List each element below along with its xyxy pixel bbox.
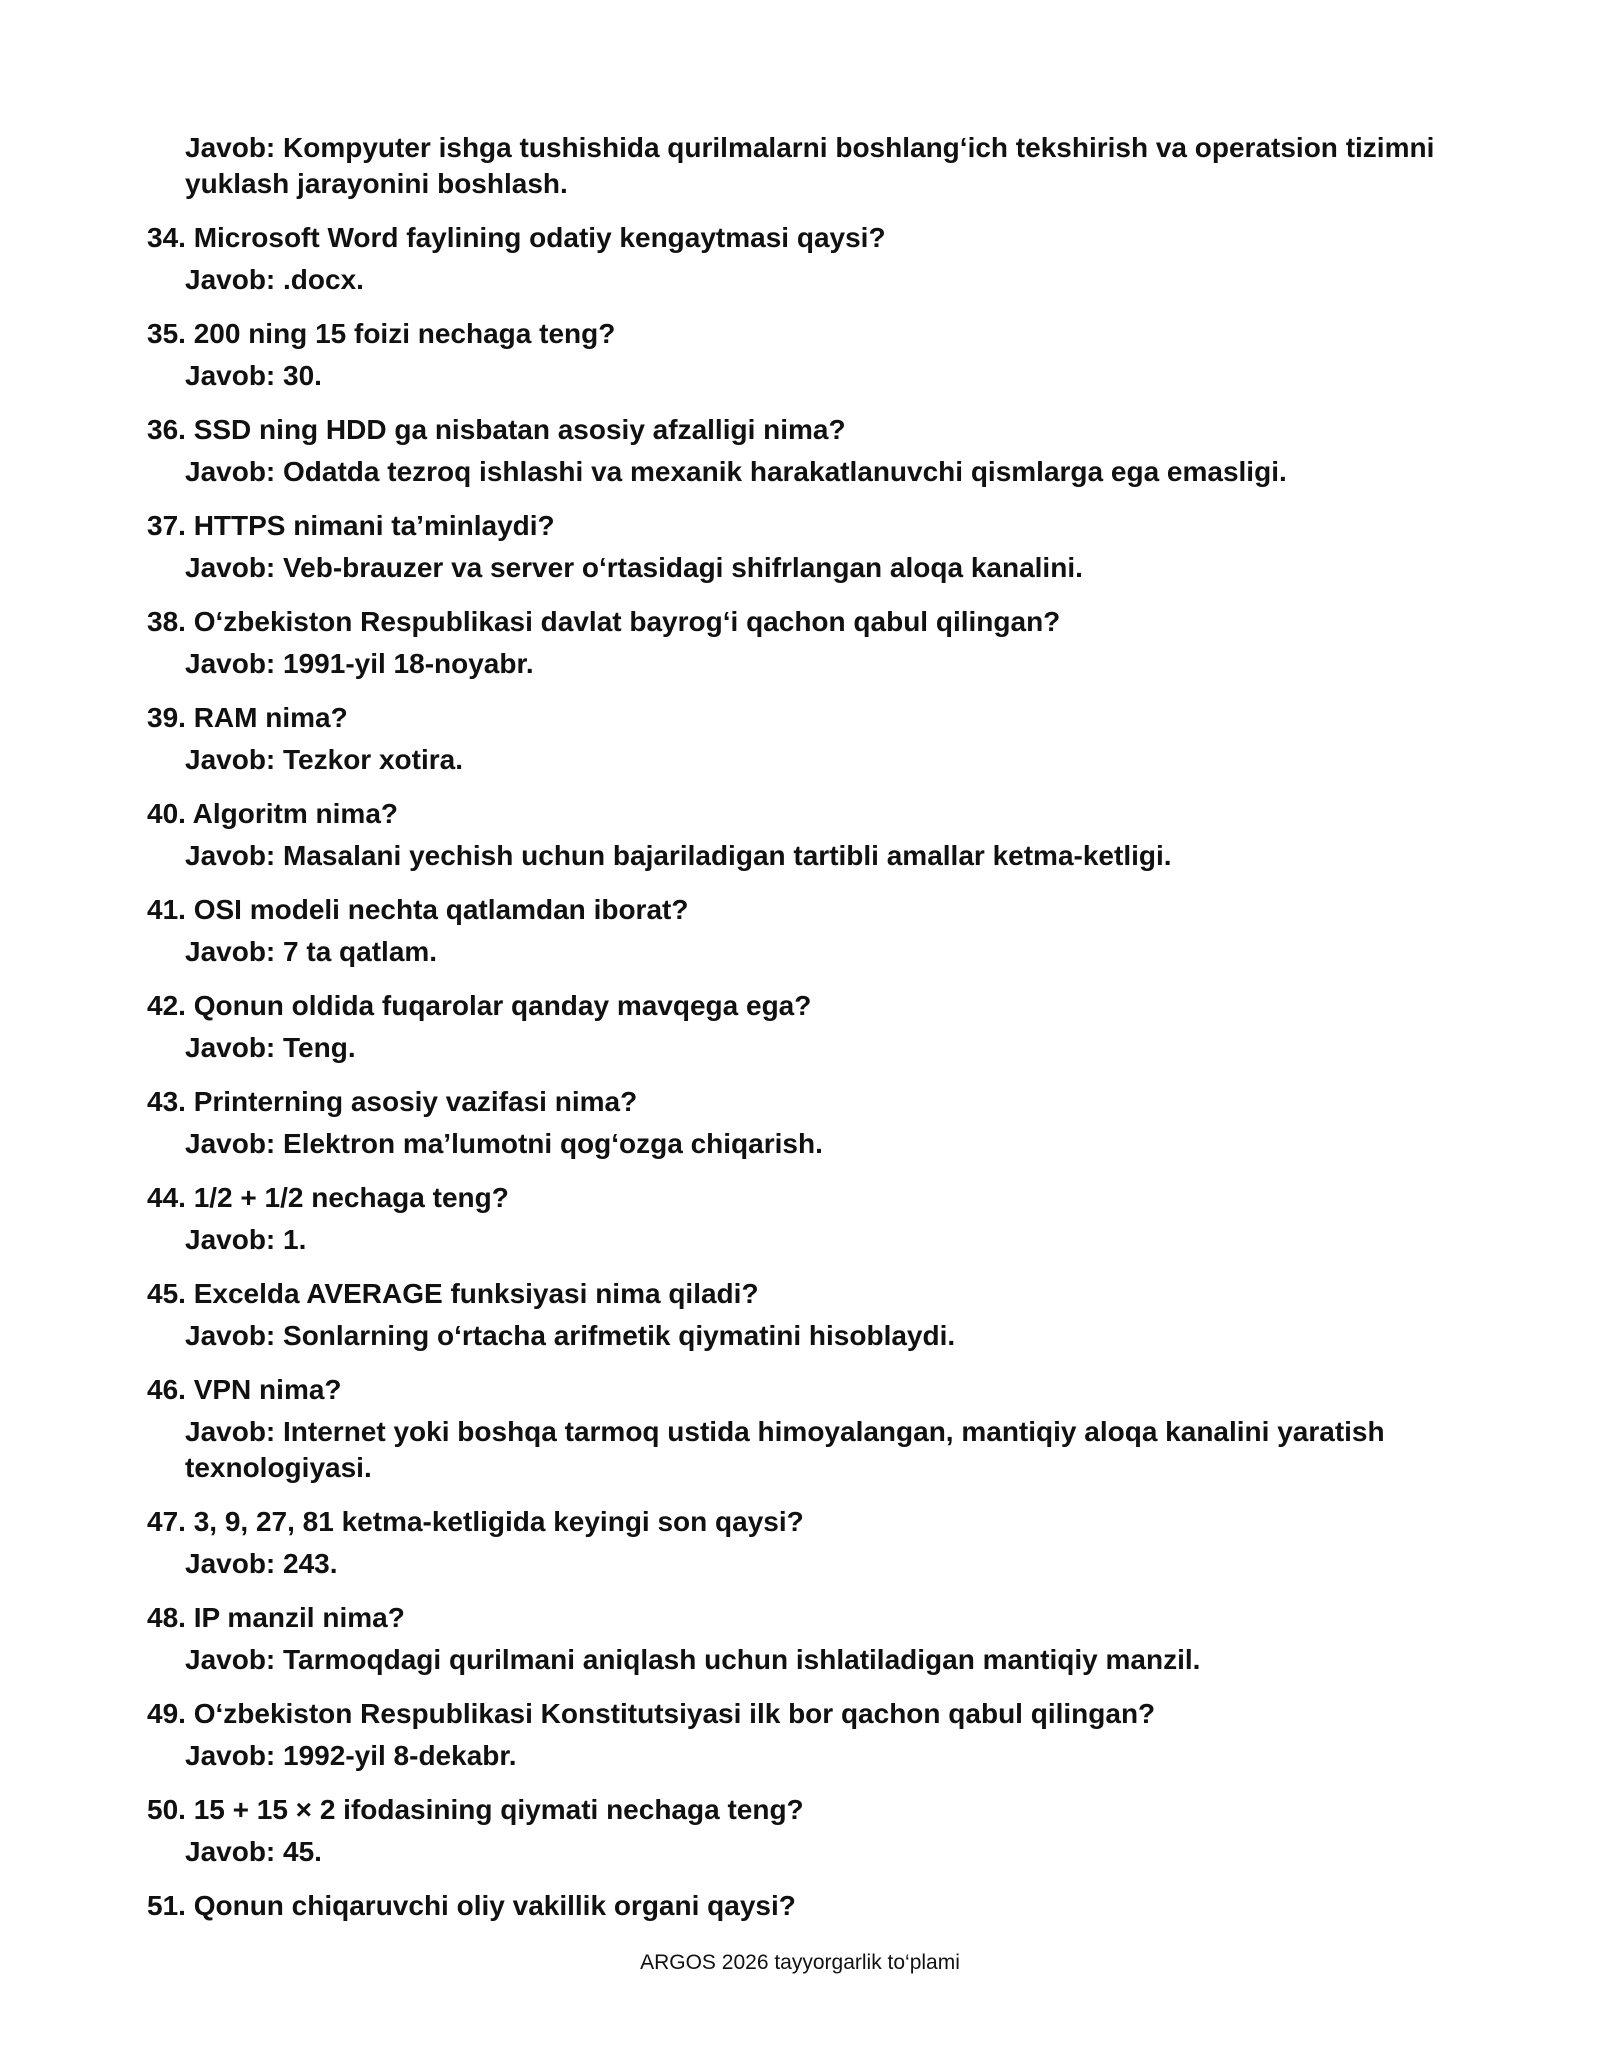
qa-item xyxy=(147,1504,1437,1582)
qa-item xyxy=(147,1792,1437,1870)
answer-text: Javob: Teng. xyxy=(185,1032,356,1063)
qa-item xyxy=(147,988,1437,1066)
qa-item xyxy=(147,796,1437,874)
question-text: 36. SSD ning HDD ga nisbatan asosiy afzalligi nima? xyxy=(147,414,846,445)
answer-text: Javob: 7 ta qatlam. xyxy=(185,936,438,967)
question-text: 37. HTTPS nimani ta’minlaydi? xyxy=(147,510,555,541)
qa-item xyxy=(147,220,1437,298)
answer-text: Javob: 1. xyxy=(185,1224,307,1255)
lead-answer: Javob: Kompyuter ishga tushishida qurilmalarni boshlang‘ich tekshirish va operatsion tizimni yuklash jarayonini boshlash. xyxy=(185,132,1435,199)
question-text: 43. Printerning asosiy vazifasi nima? xyxy=(147,1086,638,1117)
question-text: 46. VPN nima? xyxy=(147,1374,342,1405)
question-text: 41. OSI modeli nechta qatlamdan iborat? xyxy=(147,894,689,925)
question-text: 50. 15 + 15 × 2 ifodasining qiymati nechaga teng? xyxy=(147,1794,804,1825)
qa-item xyxy=(147,1696,1437,1774)
question-text: 40. Algoritm nima? xyxy=(147,798,399,829)
qa-item xyxy=(147,1180,1437,1258)
question-text: 51. Qonun chiqaruvchi oliy vakillik organi qaysi? xyxy=(147,1890,796,1921)
answer-text: Javob: 1991-yil 18-noyabr. xyxy=(185,648,534,679)
answer-text: Javob: Internet yoki boshqa tarmoq ustida himoyalangan, mantiqiy aloqa kanalini yaratish texnologiyasi. xyxy=(185,1416,1385,1483)
answer-text: Javob: Elektron ma’lumotni qog‘ozga chiqarish. xyxy=(185,1128,823,1159)
question-text: 45. Excelda AVERAGE funksiyasi nima qiladi? xyxy=(147,1278,759,1309)
qa-item xyxy=(147,1372,1437,1486)
answer-text: Javob: 243. xyxy=(185,1548,338,1579)
answer-text: Javob: .docx. xyxy=(185,264,364,295)
qa-item xyxy=(147,604,1437,682)
question-text: 35. 200 ning 15 foizi nechaga teng? xyxy=(147,318,616,349)
question-text: 44. 1/2 + 1/2 nechaga teng? xyxy=(147,1182,509,1213)
qa-item xyxy=(147,1600,1437,1678)
answer-text: Javob: Odatda tezroq ishlashi va mexanik harakatlanuvchi qismlarga ega emasligi. xyxy=(185,456,1287,487)
qa-item xyxy=(147,700,1437,778)
answer-text: Javob: Veb-brauzer va server o‘rtasidagi shifrlangan aloqa kanalini. xyxy=(185,552,1083,583)
answer-text: Javob: Masalani yechish uchun bajariladigan tartibli amallar ketma-ketligi. xyxy=(185,840,1172,871)
qa-item xyxy=(147,1276,1437,1354)
qa-item xyxy=(147,508,1437,586)
question-text: 47. 3, 9, 27, 81 ketma-ketligida keyingi son qaysi? xyxy=(147,1506,804,1537)
answer-text: Javob: Tarmoqdagi qurilmani aniqlash uchun ishlatiladigan mantiqiy manzil. xyxy=(185,1644,1201,1675)
qa-item xyxy=(147,316,1437,394)
qa-item xyxy=(147,412,1437,490)
answer-text: Javob: Sonlarning o‘rtacha arifmetik qiymatini hisoblaydi. xyxy=(185,1320,956,1351)
answer-text: Javob: 30. xyxy=(185,360,322,391)
qa-item xyxy=(147,1888,1437,1924)
answer-text: Javob: 1992-yil 8-dekabr. xyxy=(185,1740,517,1771)
page-footer: ARGOS 2026 tayyorgarlik to‘plami xyxy=(640,1951,960,1974)
qa-list xyxy=(147,130,1437,1942)
question-text: 34. Microsoft Word faylining odatiy kengaytmasi qaysi? xyxy=(147,222,886,253)
qa-item xyxy=(147,892,1437,970)
question-text: 49. O‘zbekiston Respublikasi Konstitutsiyasi ilk bor qachon qabul qilingan? xyxy=(147,1698,1156,1729)
qa-item xyxy=(147,1084,1437,1162)
answer-text: Javob: Tezkor xotira. xyxy=(185,744,464,775)
question-text: 38. O‘zbekiston Respublikasi davlat bayrog‘i qachon qabul qilingan? xyxy=(147,606,1061,637)
question-text: 48. IP manzil nima? xyxy=(147,1602,405,1633)
question-text: 39. RAM nima? xyxy=(147,702,348,733)
answer-text: Javob: 45. xyxy=(185,1836,322,1867)
question-text: 42. Qonun oldida fuqarolar qanday mavqega ega? xyxy=(147,990,812,1021)
